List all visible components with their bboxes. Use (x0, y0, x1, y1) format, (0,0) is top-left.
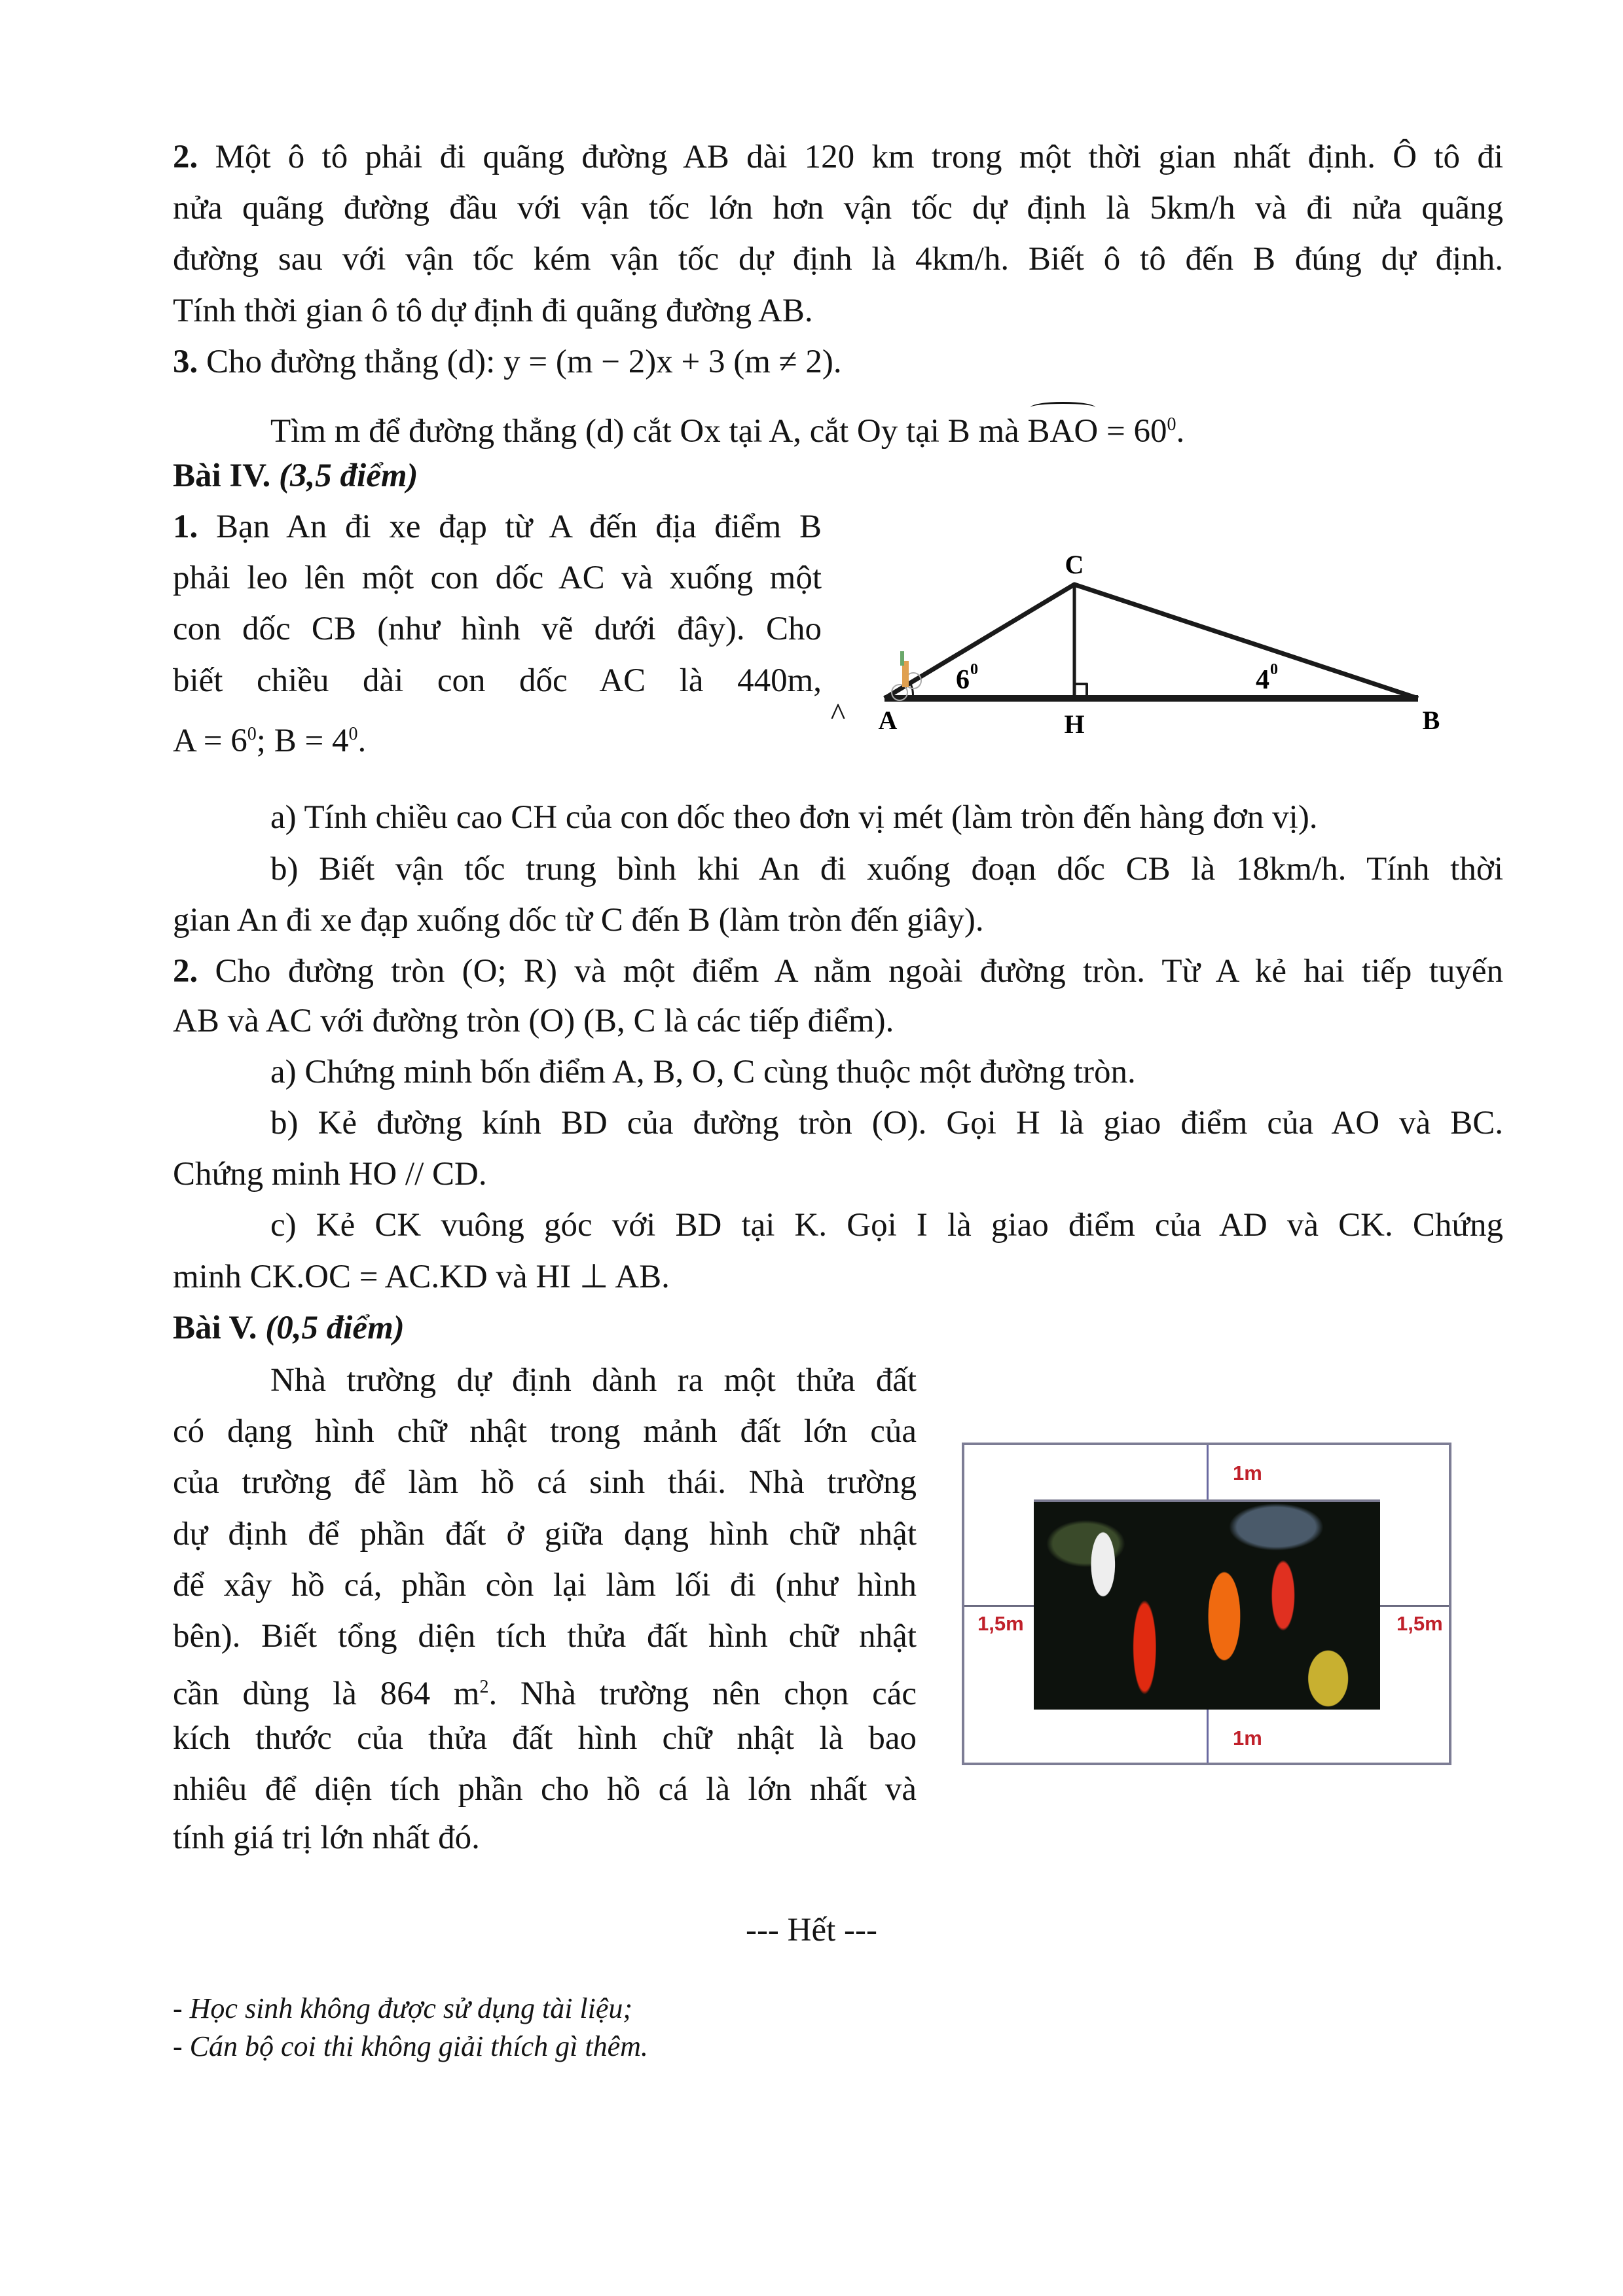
text: cần dùng là 864 m (173, 1676, 480, 1712)
degree: 0 (1270, 661, 1278, 678)
text-line: dự định để phần đất ở giữa dạng hình chữ nhật (173, 1516, 917, 1552)
text: ; (256, 723, 274, 759)
item-number: 2. (173, 953, 198, 990)
text-line: Chứng minh HO // CD. (173, 1156, 487, 1193)
text-line (173, 946, 1503, 997)
label-b: B (1422, 706, 1440, 735)
pond-diagram (962, 1443, 1451, 1765)
degree: 0 (1167, 414, 1176, 435)
label-bottom-width: 1m (1233, 1727, 1262, 1749)
text: Một ô tô phải đi quãng đường AB dài 120 km trong một thời gian nhất định. Ô tô đi (198, 139, 1503, 175)
angle-a: ^ A (173, 723, 195, 759)
degree: 0 (348, 724, 358, 744)
text-line: bên). Biết tổng diện tích thửa đất hình chữ nhật (173, 1618, 917, 1655)
degree: 0 (247, 724, 257, 744)
text: . (357, 723, 367, 759)
text: Cho đường tròn (O; R) và một điểm A nằm ngoài đường tròn. Từ A kẻ hai tiếp tuyến (198, 953, 1503, 990)
text: = 6 (195, 723, 247, 759)
text-line: minh CK.OC = AC.KD và HI ⊥ AB. (173, 1259, 670, 1295)
text-line: kích thước của thửa đất hình chữ nhật là bao (173, 1720, 917, 1757)
text-line: nhiêu để diện tích phần cho hồ cá là lớn nhất và (173, 1771, 917, 1808)
text-line: b) Biết vận tốc trung bình khi An đi xuống đoạn dốc CB là 18km/h. Tính thời (270, 851, 1503, 888)
text-line: c) Kẻ CK vuông góc với BD tại K. Gọi I là giao điểm của AD và CK. Chứng (270, 1207, 1503, 1244)
label-c: C (1065, 550, 1084, 579)
text-line: nửa quãng đường đầu với vận tốc lớn hơn vận tốc dự định là 5km/h và đi nửa quãng (173, 190, 1503, 226)
label-a: A (878, 706, 898, 735)
text-line: con dốc CB (như hình vẽ dưới đây). Cho (173, 611, 822, 647)
angle-a-value: 6 (956, 665, 970, 695)
text-line: gian An đi xe đạp xuống dốc từ C đến B (làm tròn đến giây). (173, 902, 984, 939)
text-line: của trường để làm hồ cá sinh thái. Nhà trường (173, 1464, 917, 1501)
angle-b-value: 4 (1256, 665, 1269, 695)
degree: 0 (970, 661, 978, 678)
item-number: 3. (173, 344, 198, 380)
text: Tìm m để đường thẳng (d) cắt Ox tại A, cắt Oy tại B mà (270, 413, 1028, 450)
text: = 4 (296, 723, 349, 759)
angle-b: ^ B (274, 723, 297, 759)
item-number: 1. (173, 509, 198, 545)
footer-note: - Cán bộ coi thi không giải thích gì thêm. (173, 2030, 648, 2062)
text-line: tính giá trị lớn nhất đó. (173, 1820, 480, 1856)
koi-pond-image (1034, 1499, 1380, 1710)
text-line: để xây hồ cá, phần còn lại làm lối đi (như hình (173, 1567, 917, 1604)
text: Bạn An đi xe đạp từ A đến địa điểm B (198, 509, 822, 545)
footer-note: - Học sinh không được sử dụng tài liệu; (173, 1992, 633, 2024)
text-line: biết chiều dài con dốc AC là 440m, (173, 662, 822, 699)
text: . (1176, 413, 1185, 450)
text-line: a) Chứng minh bốn điểm A, B, O, C cùng thuộc một đường tròn. (270, 1054, 1136, 1090)
text: Cho đường thẳng (d): y = (m − 2)x + 3 (m ≠ 2). (198, 344, 842, 380)
text-line: đường sau với vận tốc kém vận tốc dự định là 4km/h. Biết ô tô đến B đúng dự định. (173, 241, 1503, 278)
label-top-width: 1m (1233, 1462, 1262, 1484)
text: = 60 (1098, 413, 1167, 450)
label-h: H (1064, 709, 1085, 739)
text-line: phải leo lên một con dốc AC và xuống một (173, 560, 822, 596)
heading: Bài IV. (173, 457, 271, 494)
heading: Bài V. (173, 1310, 257, 1346)
text: . Nhà trường nên chọn các (488, 1676, 917, 1712)
points: (3,5 điểm) (270, 457, 418, 494)
slope-triangle-diagram (0, 0, 1623, 785)
text-line: a) Tính chiều cao CH của con dốc theo đơn vị mét (làm tròn đến hàng đơn vị). (270, 799, 1318, 836)
text-line: có dạng hình chữ nhật trong mảnh đất lớn của (173, 1413, 917, 1450)
points: (0,5 điểm) (257, 1310, 405, 1346)
label-right-width: 1,5m (1396, 1612, 1443, 1635)
text-line: Nhà trường dự định dành ra một thửa đất (270, 1362, 917, 1399)
text-line: AB và AC với đường tròn (O) (B, C là các tiếp điểm). (173, 1003, 894, 1039)
item-number: 2. (173, 139, 198, 175)
angle-bao: BAO (1028, 406, 1099, 457)
superscript: 2 (479, 1677, 489, 1697)
text-line: b) Kẻ đường kính BD của đường tròn (O). Gọi H là giao điểm của AO và BC. (270, 1105, 1503, 1141)
text-line: Tính thời gian ô tô dự định đi quãng đường AB. (173, 293, 813, 329)
end-marker: --- Hết --- (745, 1912, 878, 1948)
label-left-width: 1,5m (977, 1612, 1024, 1635)
text-line (173, 1662, 917, 1713)
section-heading-bai-v (173, 1302, 1503, 1354)
